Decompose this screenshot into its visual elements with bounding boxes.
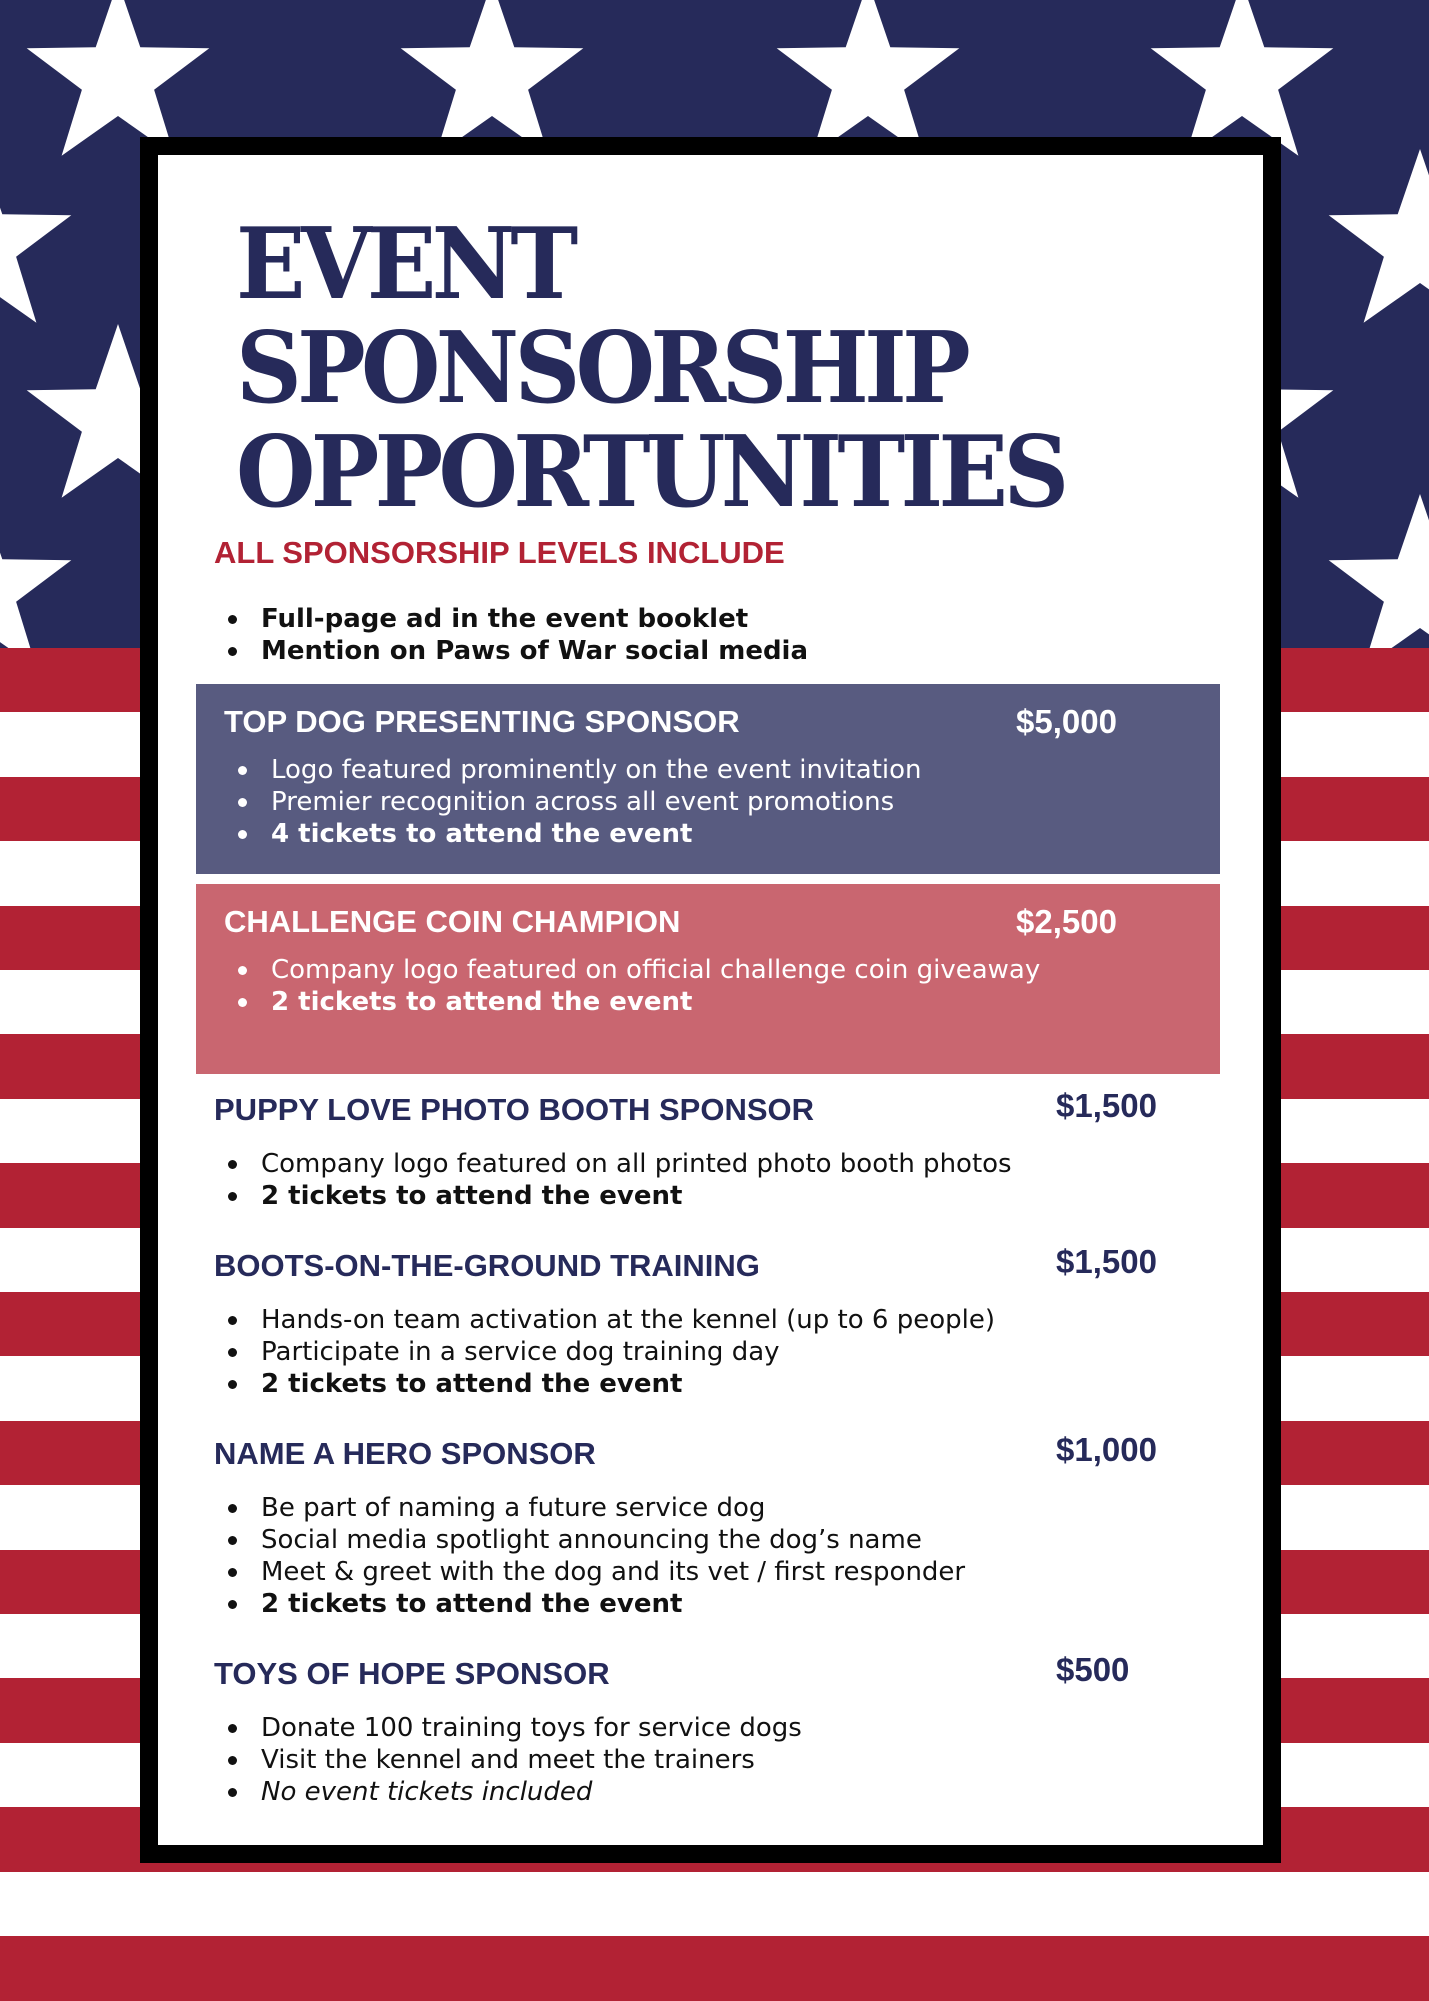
sponsorship-card-border — [140, 137, 1281, 1863]
list-item: Meet & greet with the dog and its vet / first responder — [214, 1556, 1214, 1588]
list-item: Full-page ad in the event booklet — [214, 603, 808, 635]
tier-name: PUPPY LOVE PHOTO BOOTH SPONSOR — [214, 1092, 815, 1127]
tier-name: BOOTS-ON-THE-GROUND TRAINING — [214, 1248, 760, 1283]
tier-name: CHALLENGE COIN CHAMPION — [224, 904, 681, 939]
tier-benefits — [224, 754, 1192, 850]
tier-name: TOYS OF HOPE SPONSOR — [214, 1656, 610, 1691]
star-icon — [777, 0, 960, 156]
all-levels-heading: ALL SPONSORSHIP LEVELS INCLUDE — [214, 535, 785, 570]
star-icon — [27, 0, 210, 156]
tier-benefits — [214, 1304, 1214, 1400]
tier-top-dog — [196, 684, 1220, 874]
list-item: Visit the kennel and meet the trainers — [214, 1744, 1214, 1776]
sponsorship-card — [158, 155, 1263, 1845]
list-item: Participate in a service dog training day — [214, 1336, 1214, 1368]
list-item: 2 tickets to attend the event — [214, 1588, 1214, 1620]
all-levels-list — [214, 603, 808, 667]
list-item: 4 tickets to attend the event — [224, 818, 1192, 850]
tier-benefits — [214, 1712, 1214, 1808]
list-item: Logo featured prominently on the event invitation — [224, 754, 1192, 786]
list-item: 2 tickets to attend the event — [214, 1180, 1214, 1212]
list-item: Mention on Paws of War social media — [214, 635, 808, 667]
tier-name: TOP DOG PRESENTING SPONSOR — [224, 704, 740, 739]
star-icon — [0, 149, 71, 323]
star-icon — [1329, 494, 1429, 648]
list-item: Hands-on team activation at the kennel (up to 6 people) — [214, 1304, 1214, 1336]
title-line-1: EVENT — [236, 207, 574, 322]
list-item: Social media spotlight announcing the dog’s name — [214, 1524, 1214, 1556]
star-icon — [1151, 0, 1334, 156]
tier-price: $500 — [1056, 1651, 1130, 1688]
tier-toys-of-hope — [214, 1651, 1214, 1808]
tier-benefits — [214, 1148, 1214, 1212]
flag-stripe — [0, 1936, 1429, 2001]
star-icon — [0, 494, 71, 648]
list-item: 2 tickets to attend the event — [214, 1368, 1214, 1400]
list-item: Premier recognition across all event promotions — [224, 786, 1192, 818]
tier-price: $2,500 — [1016, 903, 1117, 940]
tier-name: NAME A HERO SPONSOR — [214, 1436, 596, 1471]
tier-challenge-coin — [196, 884, 1220, 1074]
tier-benefits — [214, 1492, 1214, 1620]
tier-price: $1,000 — [1056, 1431, 1157, 1468]
page-title — [236, 207, 1065, 530]
list-item: Be part of naming a future service dog — [214, 1492, 1214, 1524]
tier-name-a-hero — [214, 1431, 1214, 1620]
tier-benefits — [224, 954, 1192, 1018]
list-item: Donate 100 training toys for service dogs — [214, 1712, 1214, 1744]
title-line-3: OPPORTUNITIES — [236, 415, 1065, 530]
tier-boots-on-the-ground — [214, 1243, 1214, 1400]
list-item: 2 tickets to attend the event — [224, 986, 1192, 1018]
tier-price: $1,500 — [1056, 1243, 1157, 1280]
list-item: Company logo featured on official challenge coin giveaway — [224, 954, 1192, 986]
flag-stripe — [0, 1872, 1429, 1937]
star-icon — [401, 0, 584, 156]
list-item: Company logo featured on all printed photo booth photos — [214, 1148, 1214, 1180]
list-item: No event tickets included — [214, 1776, 1214, 1808]
star-icon — [1329, 149, 1429, 323]
tier-price: $5,000 — [1016, 703, 1117, 740]
tier-price: $1,500 — [1056, 1087, 1157, 1124]
tier-puppy-love — [214, 1087, 1214, 1212]
title-line-2: SPONSORSHIP — [236, 311, 966, 426]
